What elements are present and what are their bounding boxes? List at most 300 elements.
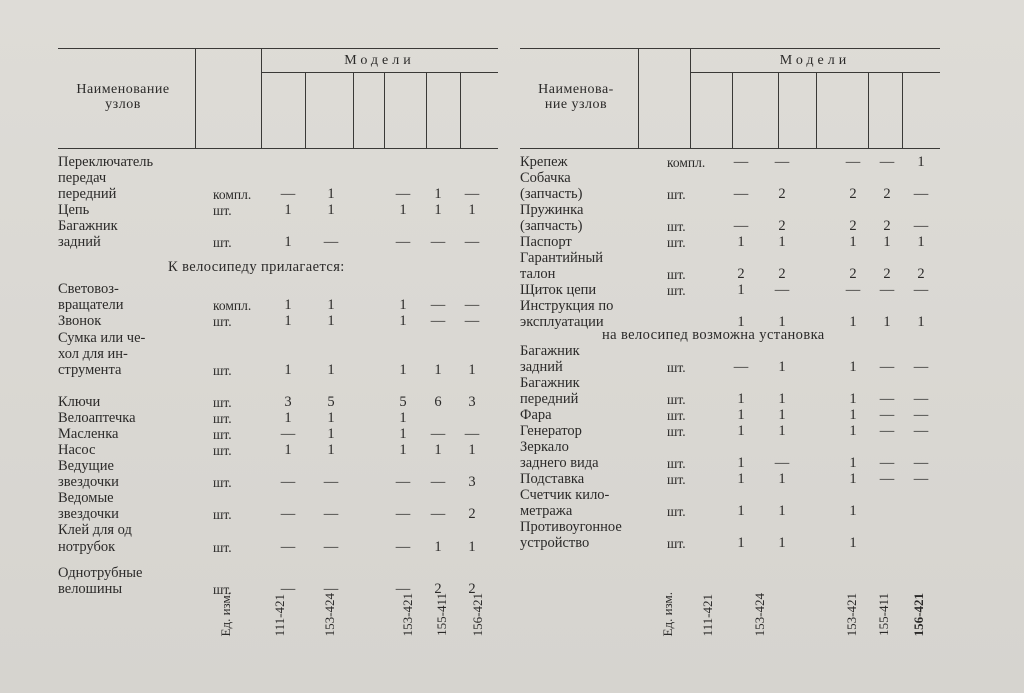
column-divider <box>384 72 385 148</box>
row-value: 1 <box>883 234 891 250</box>
row-value: 1 <box>778 391 786 407</box>
row-value: 1 <box>778 503 786 519</box>
row-name: Цепь <box>58 202 90 218</box>
row-value: — <box>323 234 339 250</box>
row-value: 1 <box>737 314 745 330</box>
row-value: 2 <box>917 266 925 282</box>
table-row <box>58 427 498 442</box>
row-value: 1 <box>849 535 857 551</box>
row-value: 2 <box>778 186 786 202</box>
table-row <box>58 347 498 362</box>
row-unit: шт. <box>667 235 686 250</box>
row-value: 1 <box>849 359 857 375</box>
row-name: Переключатель <box>58 154 154 170</box>
model-header: 153-424 <box>322 592 337 636</box>
row-unit: шт. <box>213 475 232 490</box>
table-top-rule <box>58 48 498 49</box>
row-name: заднего вида <box>520 455 599 471</box>
row-name: Сумка или че- <box>58 330 146 346</box>
row-name: Багажник <box>58 218 118 234</box>
models-title: Модели <box>344 53 415 68</box>
row-name: Генератор <box>520 423 582 439</box>
row-unit: шт. <box>667 408 686 423</box>
row-value: — <box>845 282 861 298</box>
row-value: — <box>280 426 296 442</box>
table-row <box>520 376 940 391</box>
row-value: — <box>430 426 446 442</box>
models-rule <box>261 72 498 73</box>
table-row <box>520 235 940 250</box>
row-name: Масленка <box>58 426 119 442</box>
row-value: — <box>395 186 411 202</box>
row-value: — <box>323 539 339 555</box>
row-name: хол для ин- <box>58 346 128 362</box>
row-value: — <box>879 154 895 170</box>
row-value: — <box>464 313 480 329</box>
row-value: 1 <box>737 503 745 519</box>
column-divider <box>816 72 817 148</box>
row-value: 1 <box>399 313 407 329</box>
model-header: 156-421 <box>911 592 926 636</box>
table-row <box>58 314 498 329</box>
row-value: — <box>430 506 446 522</box>
table-row <box>520 251 940 266</box>
row-value: — <box>913 471 929 487</box>
table-row <box>58 411 498 426</box>
row-value: — <box>733 218 749 234</box>
row-value: 1 <box>778 471 786 487</box>
row-value: — <box>913 359 929 375</box>
row-value: 1 <box>917 314 925 330</box>
row-value: 1 <box>468 442 476 458</box>
row-value: 1 <box>327 426 335 442</box>
row-value: 1 <box>468 202 476 218</box>
row-name: вращатели <box>58 297 124 313</box>
table-row <box>520 392 940 407</box>
table-row <box>58 459 498 474</box>
row-unit: шт. <box>213 235 232 250</box>
row-name: велошины <box>58 581 123 597</box>
row-unit: шт. <box>213 411 232 426</box>
table-row <box>520 440 940 455</box>
row-name: метража <box>520 503 573 519</box>
row-name: Ведомые <box>58 490 114 506</box>
row-name: передач <box>58 170 107 186</box>
table-row <box>58 395 498 410</box>
row-unit: шт. <box>213 203 232 218</box>
table-header-rule <box>58 148 498 149</box>
row-value: 1 <box>778 535 786 551</box>
table-row <box>58 187 498 202</box>
row-value: 2 <box>849 218 857 234</box>
row-value: 1 <box>849 407 857 423</box>
table-row <box>58 298 498 313</box>
row-value: 2 <box>737 266 745 282</box>
model-header: 155-411 <box>434 593 449 636</box>
table-row <box>520 472 940 487</box>
row-value: 1 <box>327 186 335 202</box>
table-row <box>520 203 940 218</box>
row-name: Крепеж <box>520 154 568 170</box>
table-row <box>520 488 940 503</box>
row-value: — <box>280 474 296 490</box>
row-value: — <box>879 282 895 298</box>
row-value: 1 <box>434 442 442 458</box>
row-value: 5 <box>327 394 335 410</box>
row-value: — <box>879 391 895 407</box>
row-value: 1 <box>778 359 786 375</box>
row-value: — <box>280 506 296 522</box>
model-header: 153-421 <box>844 592 859 636</box>
row-value: 2 <box>434 581 442 597</box>
row-value: 1 <box>284 442 292 458</box>
column-header-unit: Ед. изм. <box>218 591 233 636</box>
row-value: 1 <box>399 410 407 426</box>
row-name: устройство <box>520 535 590 551</box>
table-row <box>520 171 940 186</box>
table-row <box>58 331 498 346</box>
row-value: — <box>323 581 339 597</box>
table-row <box>520 344 940 359</box>
row-value: 1 <box>327 442 335 458</box>
table-row <box>58 582 498 597</box>
row-value: — <box>913 423 929 439</box>
row-value: 2 <box>468 581 476 597</box>
model-header: 111-421 <box>700 593 715 636</box>
model-header: 155-411 <box>876 593 891 636</box>
row-name: передний <box>58 186 117 202</box>
column-divider <box>902 72 903 148</box>
model-header: 153-421 <box>400 592 415 636</box>
row-name: Фара <box>520 407 552 423</box>
row-value: 1 <box>434 186 442 202</box>
row-value: 1 <box>399 297 407 313</box>
row-value: — <box>913 282 929 298</box>
row-value: 6 <box>434 394 442 410</box>
row-unit: шт. <box>667 504 686 519</box>
row-name: Пружинка <box>520 202 584 218</box>
model-header: 156-421 <box>470 592 485 636</box>
table-header-rule <box>520 148 940 149</box>
row-name: эксплуатации <box>520 314 604 330</box>
row-value: — <box>395 506 411 522</box>
row-value: — <box>464 186 480 202</box>
column-divider <box>638 48 639 148</box>
row-name: Собачка <box>520 170 571 186</box>
table-row <box>520 504 940 519</box>
row-value: 2 <box>849 186 857 202</box>
column-divider <box>305 72 306 148</box>
row-value: 1 <box>737 423 745 439</box>
row-value: 1 <box>399 202 407 218</box>
row-name: Багажник <box>520 375 580 391</box>
row-unit: шт. <box>667 536 686 551</box>
row-unit: шт. <box>213 395 232 410</box>
row-unit: компл. <box>667 155 706 170</box>
row-value: 1 <box>737 407 745 423</box>
column-divider <box>778 72 779 148</box>
row-unit: шт. <box>667 360 686 375</box>
row-value: — <box>733 154 749 170</box>
column-header-name: Наименова- ние узлов <box>538 82 614 112</box>
row-value: 1 <box>778 407 786 423</box>
row-value: 1 <box>399 442 407 458</box>
row-unit: шт. <box>667 267 686 282</box>
row-name: Звонок <box>58 313 102 329</box>
row-value: 1 <box>737 455 745 471</box>
row-value: 2 <box>778 218 786 234</box>
row-name: задний <box>58 234 101 250</box>
table-row <box>520 315 940 330</box>
column-divider <box>460 72 461 148</box>
row-value: 1 <box>849 503 857 519</box>
row-value: 5 <box>399 394 407 410</box>
row-value: — <box>879 455 895 471</box>
row-value: — <box>774 282 790 298</box>
row-value: — <box>733 186 749 202</box>
row-unit: шт. <box>213 540 232 555</box>
table-row <box>520 536 940 551</box>
row-name: Однотрубные <box>58 565 143 581</box>
row-name: Счетчик кило- <box>520 487 610 503</box>
row-value: 1 <box>737 282 745 298</box>
right-table <box>520 48 940 648</box>
row-value: 1 <box>434 539 442 555</box>
row-value: — <box>280 539 296 555</box>
row-value: 1 <box>778 314 786 330</box>
table-row <box>58 566 498 581</box>
row-value: 1 <box>737 535 745 551</box>
row-value: — <box>395 474 411 490</box>
column-divider <box>195 48 196 148</box>
row-value: — <box>879 359 895 375</box>
row-unit: шт. <box>213 582 232 597</box>
row-unit: шт. <box>213 507 232 522</box>
row-value: 1 <box>849 314 857 330</box>
row-value: 1 <box>849 455 857 471</box>
row-value: 1 <box>434 362 442 378</box>
row-name: Паспорт <box>520 234 572 250</box>
table-row <box>58 203 498 218</box>
row-value: 1 <box>737 234 745 250</box>
row-name: Гарантийный <box>520 250 604 266</box>
row-unit: шт. <box>213 443 232 458</box>
row-value: 1 <box>737 391 745 407</box>
row-value: — <box>464 426 480 442</box>
row-value: 1 <box>284 362 292 378</box>
row-name: Ведущие <box>58 458 114 474</box>
row-value: 1 <box>399 426 407 442</box>
table-row <box>58 155 498 170</box>
table-row <box>520 155 940 170</box>
row-name: Велоаптечка <box>58 410 136 426</box>
row-value: 1 <box>917 234 925 250</box>
row-name: Ключи <box>58 394 101 410</box>
model-header: 111-421 <box>272 593 287 636</box>
row-value: 1 <box>399 362 407 378</box>
row-value: 3 <box>468 394 476 410</box>
row-name: Багажник <box>520 343 580 359</box>
row-value: 1 <box>434 202 442 218</box>
row-name: Насос <box>58 442 96 458</box>
row-name: Подставка <box>520 471 585 487</box>
row-value: — <box>280 186 296 202</box>
table-row <box>58 523 498 538</box>
row-name: Зеркало <box>520 439 569 455</box>
row-unit: шт. <box>667 392 686 407</box>
row-value: 1 <box>327 313 335 329</box>
row-value: 1 <box>284 202 292 218</box>
row-value: 1 <box>778 234 786 250</box>
row-value: — <box>430 313 446 329</box>
row-value: — <box>733 359 749 375</box>
row-unit: шт. <box>213 363 232 378</box>
table-row <box>58 363 498 378</box>
row-value: 1 <box>849 234 857 250</box>
column-divider <box>353 72 354 148</box>
row-value: — <box>430 297 446 313</box>
row-name: (запчасть) <box>520 218 583 234</box>
table-row <box>58 540 498 555</box>
row-value: — <box>430 234 446 250</box>
row-name: задний <box>520 359 563 375</box>
model-header: 153-424 <box>752 592 767 636</box>
row-name: Клей для од <box>58 522 132 538</box>
table-row <box>58 475 498 490</box>
row-value: — <box>913 186 929 202</box>
attached-note: К велосипеду прилагается: <box>168 259 345 275</box>
row-unit: компл. <box>213 298 252 313</box>
row-value: — <box>879 423 895 439</box>
row-value: 1 <box>468 539 476 555</box>
table-row <box>520 408 940 423</box>
row-value: 1 <box>917 154 925 170</box>
table-row <box>58 282 498 297</box>
row-value: 1 <box>284 313 292 329</box>
table-top-rule <box>520 48 940 49</box>
row-value: 1 <box>327 362 335 378</box>
column-header-unit: Ед. изм. <box>660 591 675 636</box>
row-value: — <box>395 234 411 250</box>
table-row <box>520 424 940 439</box>
row-value: — <box>913 455 929 471</box>
row-unit: шт. <box>667 456 686 471</box>
row-name: Инструкция по <box>520 298 614 314</box>
row-name: талон <box>520 266 556 282</box>
table-row <box>58 171 498 186</box>
row-name: передний <box>520 391 579 407</box>
row-value: 1 <box>284 410 292 426</box>
row-value: 3 <box>468 474 476 490</box>
table-row <box>520 267 940 282</box>
row-unit: шт. <box>667 283 686 298</box>
row-value: 1 <box>883 314 891 330</box>
row-value: 2 <box>883 266 891 282</box>
row-value: 1 <box>849 471 857 487</box>
row-value: — <box>913 218 929 234</box>
column-divider <box>868 72 869 148</box>
table-row <box>520 283 940 298</box>
row-value: 1 <box>849 423 857 439</box>
row-name: (запчасть) <box>520 186 583 202</box>
row-value: 2 <box>468 506 476 522</box>
row-unit: шт. <box>213 427 232 442</box>
row-value: 1 <box>284 297 292 313</box>
row-name: Световоз- <box>58 281 119 297</box>
row-value: — <box>879 471 895 487</box>
row-value: — <box>464 234 480 250</box>
row-value: — <box>913 407 929 423</box>
row-value: 1 <box>778 423 786 439</box>
row-value: — <box>395 581 411 597</box>
column-divider <box>732 72 733 148</box>
table-row <box>520 360 940 375</box>
row-value: — <box>395 539 411 555</box>
row-value: 1 <box>327 297 335 313</box>
row-value: 2 <box>778 266 786 282</box>
table-row <box>58 219 498 234</box>
column-divider <box>426 72 427 148</box>
models-title: Модели <box>779 53 851 68</box>
table-row <box>58 235 498 250</box>
row-unit: шт. <box>213 314 232 329</box>
row-value: 1 <box>849 391 857 407</box>
row-name: Щиток цепи <box>520 282 597 298</box>
row-value: 2 <box>849 266 857 282</box>
row-value: — <box>323 474 339 490</box>
row-value: — <box>774 455 790 471</box>
table-row <box>58 443 498 458</box>
table-row <box>58 507 498 522</box>
row-unit: компл. <box>213 187 252 202</box>
row-value: — <box>879 407 895 423</box>
row-value: 1 <box>327 202 335 218</box>
row-name: струмента <box>58 362 122 378</box>
row-value: 1 <box>468 362 476 378</box>
row-name: звездочки <box>58 474 119 490</box>
row-value: 2 <box>883 186 891 202</box>
install-note: на велосипед возможна установка <box>602 327 825 343</box>
row-value: 1 <box>737 471 745 487</box>
row-name: звездочки <box>58 506 119 522</box>
row-value: — <box>464 297 480 313</box>
table-row <box>520 456 940 471</box>
table-row <box>520 520 940 535</box>
table-row <box>520 219 940 234</box>
row-unit: шт. <box>667 187 686 202</box>
table-row <box>520 299 940 314</box>
row-name: Противоугонное <box>520 519 622 535</box>
row-unit: шт. <box>667 424 686 439</box>
row-name: нотрубок <box>58 539 116 555</box>
row-value: — <box>774 154 790 170</box>
table-row <box>520 187 940 202</box>
row-value: — <box>280 581 296 597</box>
row-value: — <box>845 154 861 170</box>
row-value: 1 <box>284 234 292 250</box>
row-unit: шт. <box>667 219 686 234</box>
left-table <box>58 48 498 648</box>
column-header-name: Наименование узлов <box>76 82 170 112</box>
row-value: 1 <box>327 410 335 426</box>
row-value: — <box>430 474 446 490</box>
table-row <box>58 491 498 506</box>
row-unit: шт. <box>667 472 686 487</box>
row-value: 2 <box>883 218 891 234</box>
row-value: — <box>913 391 929 407</box>
row-value: — <box>323 506 339 522</box>
row-value: 3 <box>284 394 292 410</box>
